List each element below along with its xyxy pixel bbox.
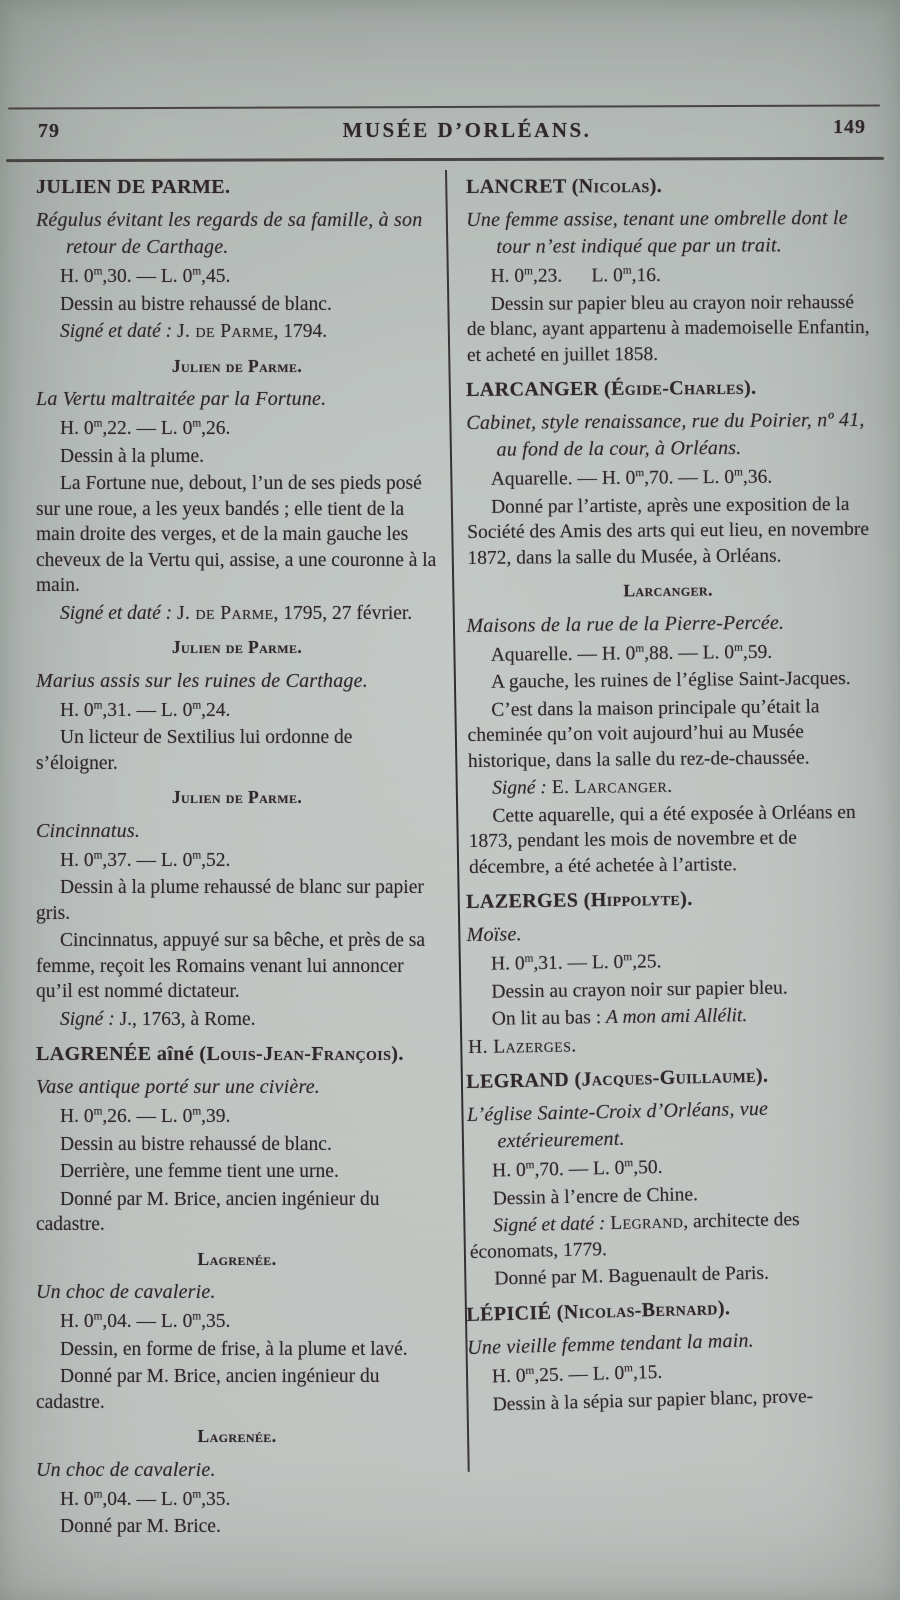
artwork-title: Vase antique porté sur une civière. (36, 1076, 320, 1098)
description-text: On lit au bas : A mon ami Allélit. (491, 1005, 748, 1030)
artist-heading: LANCRET (Nicolas). (466, 174, 663, 198)
description-text: Dessin sur papier bleu au crayon noir rehaussé de blanc, ayant appartenu à mademoiselle Enfantin, et acheté en juillet 1858. (466, 291, 870, 366)
description-text: Dessin au bistre rehaussé de blanc. (60, 293, 332, 315)
artwork-title: Une femme assise, tenant une ombrelle dont le tour n’est indiqué que par un trait. (466, 207, 848, 258)
description-text: Cincinnatus, appuyé sur sa bêche, et près de sa femme, reçoit les Romains venant lui annoncer qu’il est nommé dictateur. (36, 930, 425, 1002)
dimensions-line: H. 0$^m$,04. — L. 0$^m$,35. (60, 1488, 231, 1510)
description-text: Dessin à la plume rehaussé de blanc sur papier gris. (36, 877, 424, 924)
dimensions-line: H. 0$^m$,26. — L. 0$^m$,39. (60, 1105, 231, 1127)
metre-superscript: m (525, 1364, 535, 1377)
page-number-right: 149 (833, 116, 866, 138)
metre-superscript: m (524, 265, 533, 278)
dimensions-line: H. 0$^m$,70. — L. 0$^m$,50. (491, 1156, 663, 1182)
catalog-entry (466, 1061, 875, 1293)
dimensions-line: H. 0$^m$,30. — L. 0$^m$,45. (60, 265, 231, 287)
artist-heading: LEGRAND (Jacques-Guillaume). (466, 1064, 769, 1093)
dimensions-line: H. 0$^m$,31. — L. 0$^m$,24. (60, 699, 231, 721)
metre-superscript: m (733, 641, 743, 654)
description-text: Donné par M. Brice. (60, 1516, 221, 1537)
artist-heading: Lagrenée. (197, 1426, 277, 1446)
signature-line: Signé et daté : J. de Parme, 1794. (60, 321, 328, 342)
metre-superscript: m (192, 1310, 202, 1323)
dimensions-line: H. 0$^m$,22. — L. 0$^m$,26. (60, 417, 231, 439)
page-header (0, 114, 900, 154)
signature-line: Signé et daté : Legrand, architecte des économats, 1779. (469, 1209, 800, 1263)
metre-superscript: m (93, 417, 103, 430)
catalog-entry (36, 174, 438, 345)
description-text: A gauche, les ruines de l’église Saint-Jacques. (490, 667, 851, 693)
left-column (36, 172, 438, 1545)
dimensions-line: H. 0$^m$,25. — L. 0$^m$,15. (491, 1361, 663, 1387)
artwork-title: Cincinnatus. (36, 819, 141, 842)
metre-superscript: m (93, 265, 103, 278)
description-text: Dessin au bistre rehaussé de blanc. (60, 1133, 332, 1155)
artwork-title: L’église Sainte-Croix d’Orléans, vue extérieurement. (466, 1097, 769, 1153)
artist-heading: JULIEN DE PARME. (36, 176, 231, 198)
description-text: La Fortune nue, debout, l’un de ses pieds posé sur une roue, a les yeux bandés ; elle tient de la main droite des verges, et de la main gauche les cheveux de la Vertu qui, assise, a une couronne à la main. (36, 473, 437, 596)
description-text: H. Lazerges. (468, 1034, 577, 1058)
metre-superscript: m (93, 1105, 103, 1118)
header-rule-bottom (6, 157, 884, 162)
artwork-title: Cabinet, style renaissance, rue du Poirier, nº 41, au fond de la cour, à Orléans. (466, 408, 865, 461)
dimensions-line: Aquarelle. — H. 0$^m$,70. — L. 0$^m$,36. (490, 466, 773, 490)
description-text: Donné par l’artiste, après une exposition de la Société des Amis des arts qui eut lieu, en novembre 1872, dans la salle du Musée, à Orléans. (467, 493, 870, 569)
metre-superscript: m (635, 467, 645, 480)
artist-heading: LARCANGER (Égide-Charles). (466, 376, 757, 401)
catalog-entry (466, 1291, 873, 1418)
signature-line: Signé : E. Larcanger. (492, 775, 673, 799)
artist-heading: Julien de Parme. (171, 355, 303, 376)
description-text: Donné par M. Baguenault de Paris. (494, 1262, 770, 1290)
catalog-entry (36, 1424, 438, 1540)
artist-heading: LÉPICIÉ (Nicolas-Bernard). (466, 1296, 731, 1326)
artwork-title: Marius assis sur les ruines de Carthage. (36, 669, 368, 692)
catalog-entry (36, 785, 438, 1032)
artwork-title: Régulus évitant les regards de sa famille, à son retour de Carthage. (36, 209, 423, 258)
right-column (466, 172, 870, 1423)
metre-superscript: m (93, 1488, 103, 1500)
signature-line: Signé : J., 1763, à Rome. (60, 1008, 256, 1030)
metre-superscript: m (734, 466, 743, 479)
description-text: Dessin, en forme de frise, à la plume et lavé. (60, 1338, 408, 1360)
catalog-entry (466, 172, 871, 368)
artist-heading: Larcanger. (623, 579, 713, 601)
description-text: Donné par M. Brice, ancien ingénieur du cadastre. (36, 1366, 380, 1413)
catalog-entry (466, 374, 872, 571)
artist-heading: LAZERGES (Hippolyte). (466, 887, 693, 913)
metre-superscript: m (192, 699, 202, 711)
dimensions-line: Aquarelle. — H. 0$^m$,88. — L. 0$^m$,59. (490, 641, 773, 666)
metre-superscript: m (192, 1105, 202, 1118)
metre-superscript: m (93, 699, 103, 711)
description-text: Un licteur de Sextilius lui ordonne de s’éloigner. (36, 727, 353, 774)
artist-heading: Julien de Parme. (171, 637, 303, 657)
catalog-entry (36, 354, 438, 627)
description-text: Dessin à l’encre de Chine. (492, 1183, 699, 1209)
metre-superscript: m (93, 1310, 103, 1323)
metre-superscript: m (635, 642, 645, 655)
dimensions-line: H. 0$^m$,31. — L. 0$^m$,25. (490, 951, 662, 975)
artwork-title: Un choc de cavalerie. (36, 1458, 216, 1481)
metre-superscript: m (192, 1488, 202, 1500)
description-text: Donné par M. Brice, ancien ingénieur du cadastre. (36, 1188, 380, 1235)
artist-heading: LAGRENÉE aîné (Louis-Jean-François). (36, 1043, 404, 1065)
metre-superscript: m (623, 1361, 634, 1374)
artwork-title: La Vertu maltraitée par la Fortune. (36, 388, 327, 410)
catalog-entry (466, 576, 873, 880)
catalog-entry (36, 1247, 438, 1416)
catalog-entry (36, 1041, 438, 1238)
signature-line: Signé et daté : J. de Parme, 1795, 27 février. (60, 602, 413, 624)
description-text: Cette aquarelle, qui a été exposée à Orléans en 1873, pendant les mois de novembre et de décembre, a été achetée à l’artiste. (468, 801, 856, 878)
metre-superscript: m (192, 265, 202, 278)
catalog-entry (466, 883, 872, 1060)
description-text: Derrière, une femme tient une urne. (60, 1161, 339, 1182)
artwork-title: Un choc de cavalerie. (36, 1281, 216, 1303)
metre-superscript: m (525, 1159, 535, 1172)
metre-superscript: m (624, 1157, 634, 1170)
description-text: Dessin à la sépia sur papier blanc, prove- (492, 1384, 814, 1415)
metre-superscript: m (622, 264, 632, 277)
description-text: Dessin à la plume. (60, 445, 205, 467)
description-text: Dessin au crayon noir sur papier bleu. (491, 977, 788, 1003)
metre-superscript: m (524, 952, 534, 965)
artist-heading: Lagrenée. (197, 1248, 277, 1269)
artwork-title: Moïse. (466, 923, 522, 946)
catalog-entry (36, 635, 438, 776)
metre-superscript: m (623, 951, 633, 964)
metre-superscript: m (192, 849, 202, 861)
artwork-title: Une vieille femme tendant la main. (466, 1328, 755, 1359)
dimensions-line: H. 0$^m$,23. L. 0$^m$,16. (490, 264, 661, 287)
dimensions-line: H. 0$^m$,04. — L. 0$^m$,35. (60, 1310, 231, 1332)
header-rule-top (8, 104, 880, 109)
description-text: C’est dans la maison principale qu’était la cheminée qu’on voit aujourd’hui au Musée historique, dans la salle du rez-de-chaussée. (467, 695, 820, 772)
artwork-title: Maisons de la rue de la Pierre-Percée. (466, 611, 785, 637)
metre-superscript: m (93, 849, 103, 861)
metre-superscript: m (192, 417, 202, 430)
page-number-left: 79 (38, 120, 60, 142)
artist-heading: Julien de Parme. (171, 787, 303, 807)
dimensions-line: H. 0$^m$,37. — L. 0$^m$,52. (60, 849, 231, 871)
running-title: MUSÉE D’ORLÉANS. (342, 118, 592, 142)
